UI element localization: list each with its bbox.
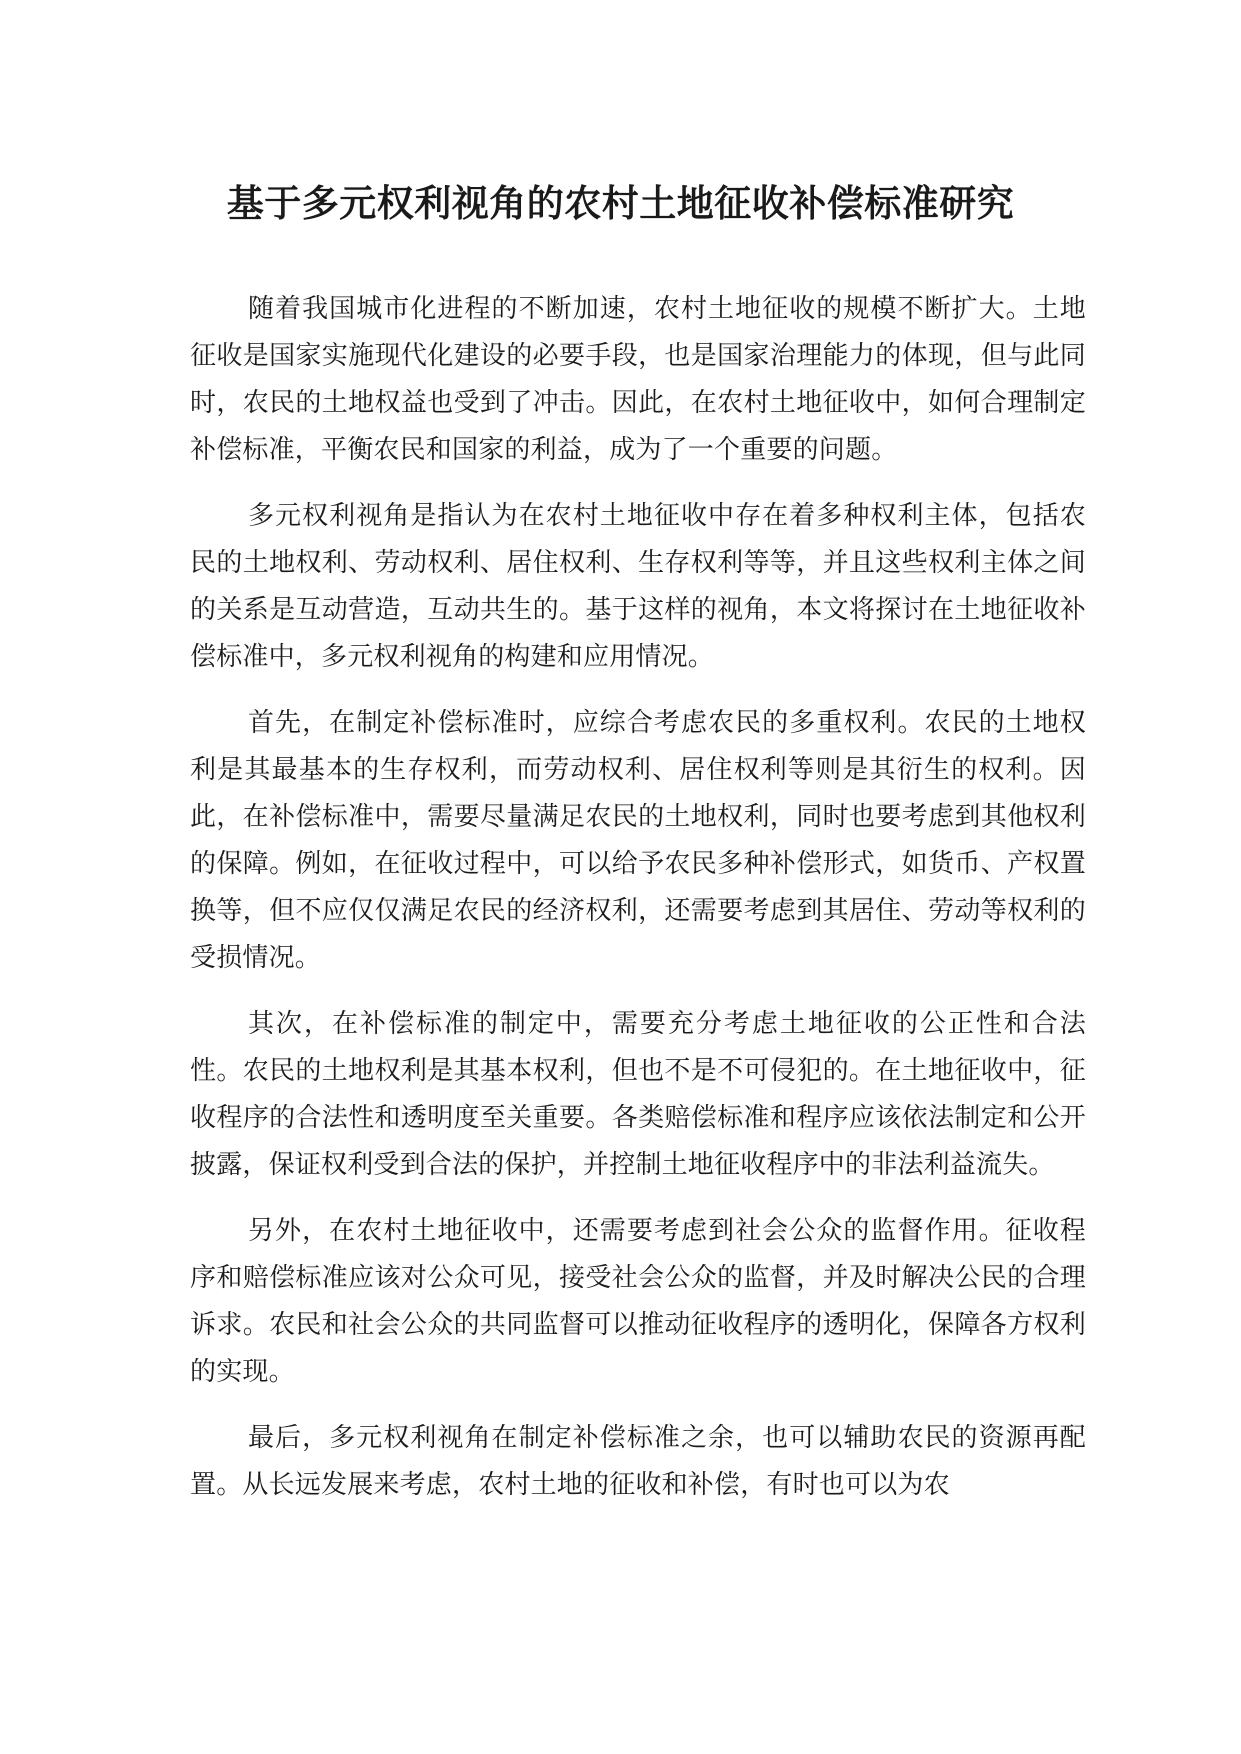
paragraph-1: 随着我国城市化进程的不断加速，农村土地征收的规模不断扩大。土地征收是国家实施现代化建设的必要手段，也是国家治理能力的体现，但与此同时，农民的土地权益也受到了冲击。因此，在农村土地征收中，如何合理制定补偿标准，平衡农民和国家的利益，成为了一个重要的问题。 — [190, 294, 1086, 465]
paragraph-4: 其次，在补偿标准的制定中，需要充分考虑土地征收的公正性和合法性。农民的土地权利是其基本权利，但也不是不可侵犯的。在土地征收中，征收程序的合法性和透明度至关重要。各类赔偿标准和程序应该依法制定和公开披露，保证权利受到合法的保护，并控制土地征收程序中的非法利益流失。 — [190, 1009, 1086, 1180]
paragraph-6: 最后，多元权利视角在制定补偿标准之余，也可以辅助农民的资源再配置。从长远发展来考虑，农村土地的征收和补偿，有时也可以为农 — [190, 1423, 1086, 1500]
document-body — [190, 286, 1086, 1528]
paragraph-5: 另外，在农村土地征收中，还需要考虑到社会公众的监督作用。征收程序和赔偿标准应该对公众可见，接受社会公众的监督，并及时解决公民的合理诉求。农民和社会公众的共同监督可以推动征收程序的透明化，保障各方权利的实现。 — [190, 1216, 1086, 1387]
document-title: 基于多元权利视角的农村土地征收补偿标准研究 — [226, 182, 1015, 225]
paragraph-3: 首先，在制定补偿标准时，应综合考虑农民的多重权利。农民的土地权利是其最基本的生存权利，而劳动权利、居住权利等则是其衍生的权利。因此，在补偿标准中，需要尽量满足农民的土地权利，同时也要考虑到其他权利的保障。例如，在征收过程中，可以给予农民多种补偿形式，如货币、产权置换等，但不应仅仅满足农民的经济权利，还需要考虑到其居住、劳动等权利的受损情况。 — [190, 708, 1086, 973]
paragraph-2: 多元权利视角是指认为在农村土地征收中存在着多种权利主体，包括农民的土地权利、劳动权利、居住权利、生存权利等等，并且这些权利主体之间的关系是互动营造，互动共生的。基于这样的视角，本文将探讨在土地征收补偿标准中，多元权利视角的构建和应用情况。 — [190, 501, 1086, 672]
